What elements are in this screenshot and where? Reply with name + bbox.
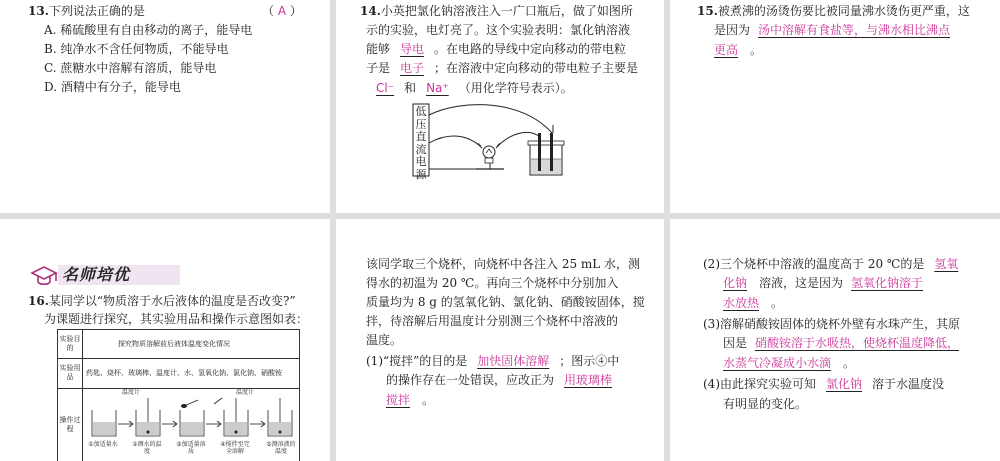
q13-option-b: B. 纯净水不含任何物质，不能导电 [44, 42, 229, 56]
graduation-cap-icon [32, 267, 56, 284]
banner-title: 名师培优 [62, 265, 131, 284]
q16-answer-3: 氢氧 [934, 257, 959, 271]
q16-sub1-line3: 搅拌 。 [386, 393, 435, 407]
q15-answer-1: 汤中溶解有食盐等，与沸水相比沸点 [758, 23, 951, 37]
q16-sub4-line2: 有明显的变化。 [723, 397, 808, 411]
step-label: ①加适量水 [88, 441, 118, 448]
q13-stem: 13.下列说法正确的是 [28, 4, 145, 18]
q16-sub2-line3: 水放热 。 [723, 296, 784, 310]
q14-answer-2: 电子 [400, 61, 425, 75]
experiment-table [57, 329, 300, 461]
q16-sub3-line1: (3)溶解硝酸铵固体的烧杯外壁有水珠产生，其原 [703, 317, 960, 331]
q16-answer-3b: 化钠 [723, 276, 748, 290]
power-source-label: 低压直流电源 [415, 105, 427, 181]
q16-para-2: 得水的初温为 20 ℃。再向三个烧杯中分别加入 [366, 276, 619, 290]
beaker-steps-diagram [86, 392, 298, 440]
q16-answer-2b: 搅拌 [386, 393, 411, 407]
q16-para-3: 质量均为 8 g 的氢氧化钠、氯化钠、硝酸铵固体，搅 [366, 295, 645, 309]
panel-q16-answers [670, 219, 1000, 461]
q14-answer-1: 导电 [400, 42, 425, 56]
q16-para-5: 温度。 [366, 333, 403, 347]
q13-answer: A [277, 4, 287, 18]
q16-answer-1: 加快固体溶解 [477, 354, 550, 368]
step-label: ②测水的温度 [132, 441, 162, 455]
q16-line2: 为课题进行探究，其实验用品和操作示意图如表： [44, 312, 309, 326]
step-label: ④搅拌至完全溶解 [220, 441, 250, 455]
table-row [58, 388, 299, 461]
panel-q16-cont [336, 219, 664, 461]
wire-bottom [429, 163, 490, 169]
q14-line3: 能够 导电 。在电路的导线中定向移动的带电粒 [366, 42, 627, 56]
panel-q14 [336, 0, 664, 213]
thermometer-label-2: 温度计 [236, 389, 255, 396]
step-label: ⑤测溶液的温度 [266, 441, 296, 455]
q16-sub3-line2: 因是 硝酸铵溶于水吸热，使烧杯温度降低， [723, 336, 960, 350]
table-cell-materials: 药匙、烧杯、玻璃棒、温度计、水、氢氧化钠、氯化钠、硝酸铵 [86, 368, 282, 377]
q13-option-a: A. 稀硫酸里有自由移动的离子，能导电 [44, 23, 253, 37]
table-header-process: 操作过程 [58, 388, 83, 461]
q16-sub1-line1: (1)“搅拌”的目的是 加快固体溶解 ；图示④中 [366, 354, 620, 368]
panel-q15 [670, 0, 1000, 213]
table-header-materials: 实验用品 [58, 358, 83, 388]
q16-line1: 16.某同学以“物质溶于水后液体的温度是否改变?” [28, 294, 296, 308]
wire-to-bulb [429, 136, 482, 148]
q15-line1: 15.被煮沸的汤烫伤要比被同量沸水烫伤更严重，这 [697, 4, 970, 18]
q16-sub2-line2: 化钠 溶液，这是因为 氢氧化钠溶于 [723, 276, 924, 290]
q14-answer-3: Cl⁻ [376, 81, 395, 95]
q16-answer-5: 硝酸铵溶于水吸热，使烧杯温度降低， [755, 336, 960, 350]
q16-sub4-line1: (4)由此探究实验可知 氯化钠 溶于水温度没 [703, 377, 945, 391]
step-label: ③加适量溶质 [176, 441, 206, 455]
q14-line1: 14.小英把氯化钠溶液注入一广口瓶后，做了如图所 [360, 4, 633, 18]
q16-sub1-line2: 的操作存在一处错误，应改正为 用玻璃棒 [386, 373, 613, 387]
table-header-purpose: 实验目的 [58, 330, 83, 358]
q16-para-4: 拌，待溶解后用温度计分别测三个烧杯中溶液的 [366, 314, 619, 328]
q16-answer-4b: 水放热 [723, 296, 760, 310]
q14-line2: 示的实验，电灯亮了。这个实验表明：氯化钠溶液 [366, 23, 631, 37]
q16-answer-2: 用玻璃棒 [564, 373, 613, 387]
q16-answer-4: 氢氧化钠溶于 [851, 276, 924, 290]
wire-top [429, 105, 552, 133]
circuit-diagram [412, 103, 580, 179]
q16-answer-6: 氯化钠 [826, 377, 863, 391]
panel-q16 [0, 219, 330, 461]
q16-para-1: 该同学取三个烧杯，向烧杯中各注入 25 mL 水，测 [366, 257, 641, 271]
bulb-icon [483, 146, 495, 158]
q14-line5: Cl⁻ 和 Na⁺ （用化学符号表示）。 [366, 80, 573, 96]
q13-option-d: D. 酒精中有分子，能导电 [44, 80, 181, 94]
table-cell-purpose: 探究物质溶解前后液体温度变化情况 [118, 339, 230, 348]
q13-answer-bracket: （ A ） [262, 4, 302, 18]
q16-answer-5b: 水蒸气冷凝成小水滴 [723, 356, 832, 370]
q15-line3: 更高 。 [714, 43, 763, 57]
q13-option-c: C. 蔗糖水中溶解有溶质，能导电 [44, 61, 217, 75]
q16-sub2-line1: (2)三个烧杯中溶液的温度高于 20 ℃的是 氢氧 [703, 257, 959, 271]
q15-answer-1b: 更高 [714, 43, 739, 57]
q14-line4: 子是 电子 ；在溶液中定向移动的带电粒子主要是 [366, 61, 639, 75]
q14-answer-4: Na⁺ [426, 81, 449, 95]
thermometer-label-1: 温度计 [122, 389, 141, 396]
table-row [58, 358, 299, 389]
q16-sub3-line3: 水蒸气冷凝成小水滴 。 [723, 356, 856, 370]
q15-line2: 是因为 汤中溶解有食盐等，与沸水相比沸点 [714, 23, 951, 37]
panel-q13 [0, 0, 330, 213]
table-row [58, 330, 299, 359]
